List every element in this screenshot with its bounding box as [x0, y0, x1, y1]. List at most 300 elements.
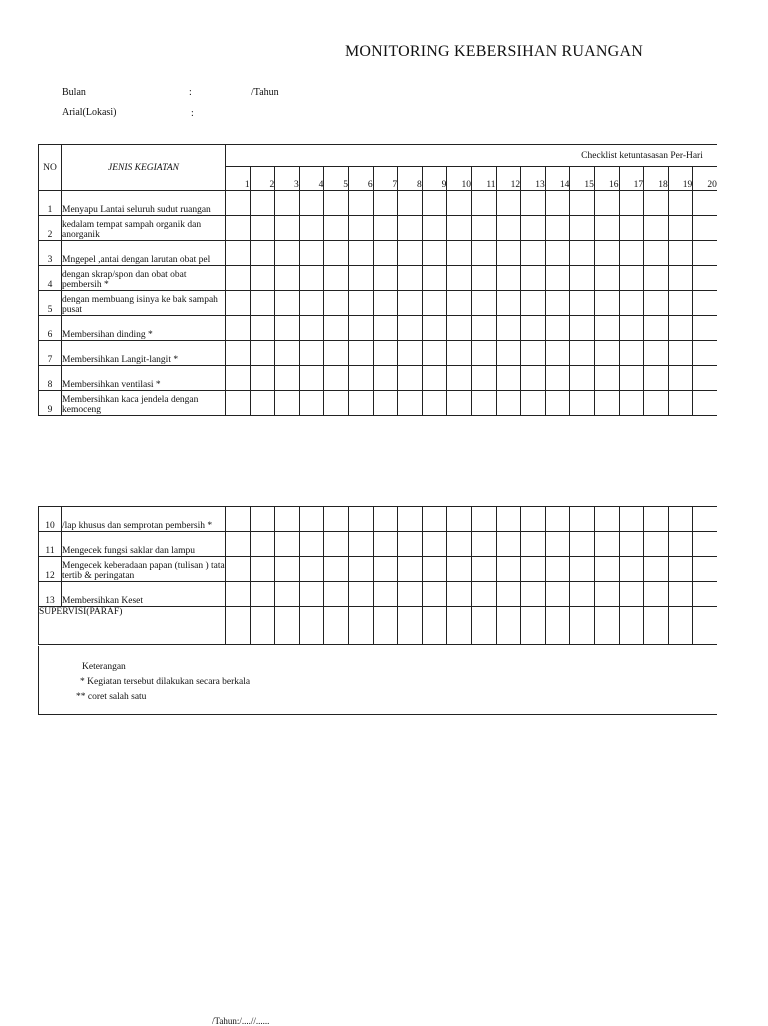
checkbox-day-19[interactable] [668, 316, 693, 341]
signature-day-19[interactable] [668, 607, 693, 645]
checkbox-day-9[interactable] [422, 532, 447, 557]
checkbox-day-17[interactable] [619, 507, 644, 532]
checkbox-day-12[interactable] [496, 191, 521, 216]
checkbox-day-12[interactable] [496, 582, 521, 607]
checkbox-day-3[interactable] [275, 216, 300, 241]
checkbox-day-2[interactable] [250, 507, 275, 532]
checkbox-day-20[interactable] [693, 582, 717, 607]
checkbox-day-9[interactable] [422, 582, 447, 607]
checkbox-day-8[interactable] [398, 507, 423, 532]
checkbox-day-2[interactable] [250, 366, 275, 391]
checkbox-day-3[interactable] [275, 391, 300, 416]
signature-day-3[interactable] [275, 607, 300, 645]
checkbox-day-15[interactable] [570, 216, 595, 241]
checkbox-day-5[interactable] [324, 241, 349, 266]
checkbox-day-14[interactable] [545, 391, 570, 416]
checkbox-day-4[interactable] [299, 366, 324, 391]
day-header-19: 19 [668, 167, 693, 191]
checkbox-day-16[interactable] [594, 241, 619, 266]
checkbox-day-7[interactable] [373, 266, 398, 291]
checkbox-day-3[interactable] [275, 241, 300, 266]
checkbox-day-10[interactable] [447, 316, 472, 341]
checkbox-day-8[interactable] [398, 191, 423, 216]
checkbox-day-16[interactable] [594, 366, 619, 391]
checkbox-day-4[interactable] [299, 266, 324, 291]
checkbox-day-15[interactable] [570, 391, 595, 416]
checkbox-day-15[interactable] [570, 241, 595, 266]
checkbox-day-10[interactable] [447, 191, 472, 216]
checkbox-day-16[interactable] [594, 507, 619, 532]
checkbox-day-10[interactable] [447, 391, 472, 416]
checkbox-day-2[interactable] [250, 241, 275, 266]
checkbox-day-14[interactable] [545, 216, 570, 241]
checkbox-day-16[interactable] [594, 266, 619, 291]
signature-day-16[interactable] [594, 607, 619, 645]
checkbox-day-12[interactable] [496, 391, 521, 416]
checkbox-day-10[interactable] [447, 291, 472, 316]
checkbox-day-5[interactable] [324, 532, 349, 557]
checkbox-day-8[interactable] [398, 241, 423, 266]
table-row [39, 216, 717, 241]
checkbox-day-19[interactable] [668, 266, 693, 291]
checkbox-day-5[interactable] [324, 341, 349, 366]
checkbox-day-19[interactable] [668, 216, 693, 241]
checkbox-day-12[interactable] [496, 557, 521, 582]
checkbox-day-8[interactable] [398, 266, 423, 291]
signature-day-8[interactable] [398, 607, 423, 645]
checkbox-day-12[interactable] [496, 266, 521, 291]
checkbox-day-15[interactable] [570, 366, 595, 391]
checkbox-day-19[interactable] [668, 291, 693, 316]
checkbox-day-1[interactable] [226, 266, 251, 291]
checkbox-day-14[interactable] [545, 316, 570, 341]
checkbox-day-4[interactable] [299, 216, 324, 241]
checkbox-day-9[interactable] [422, 507, 447, 532]
checkbox-day-14[interactable] [545, 291, 570, 316]
checkbox-day-11[interactable] [471, 391, 496, 416]
checkbox-day-19[interactable] [668, 241, 693, 266]
checkbox-day-4[interactable] [299, 507, 324, 532]
checkbox-day-13[interactable] [521, 216, 546, 241]
checkbox-day-14[interactable] [545, 266, 570, 291]
checkbox-day-6[interactable] [348, 557, 373, 582]
table-row [39, 507, 717, 532]
checkbox-day-5[interactable] [324, 266, 349, 291]
checkbox-day-3[interactable] [275, 582, 300, 607]
signature-day-9[interactable] [422, 607, 447, 645]
row-activity: /lap khusus dan semprotan pembersih * [62, 507, 226, 532]
checkbox-day-17[interactable] [619, 291, 644, 316]
checkbox-day-20[interactable] [693, 291, 717, 316]
checkbox-day-19[interactable] [668, 557, 693, 582]
signature-day-1[interactable] [226, 607, 251, 645]
checkbox-day-7[interactable] [373, 391, 398, 416]
table-row [39, 557, 717, 582]
checkbox-day-4[interactable] [299, 391, 324, 416]
checkbox-day-7[interactable] [373, 216, 398, 241]
checkbox-day-14[interactable] [545, 557, 570, 582]
row-activity: Membersihkan Langit-langit * [62, 341, 226, 366]
checkbox-day-7[interactable] [373, 582, 398, 607]
checkbox-day-11[interactable] [471, 216, 496, 241]
checkbox-day-5[interactable] [324, 366, 349, 391]
checkbox-day-17[interactable] [619, 241, 644, 266]
checkbox-day-13[interactable] [521, 191, 546, 216]
checkbox-day-19[interactable] [668, 507, 693, 532]
checkbox-day-4[interactable] [299, 557, 324, 582]
checkbox-day-9[interactable] [422, 341, 447, 366]
row-number: 2 [39, 216, 62, 241]
checkbox-day-5[interactable] [324, 557, 349, 582]
checkbox-day-7[interactable] [373, 241, 398, 266]
checkbox-day-18[interactable] [644, 391, 669, 416]
checkbox-day-13[interactable] [521, 557, 546, 582]
checkbox-day-4[interactable] [299, 241, 324, 266]
checkbox-day-13[interactable] [521, 532, 546, 557]
bulan-separator: : [189, 87, 192, 98]
checkbox-day-6[interactable] [348, 341, 373, 366]
checkbox-day-1[interactable] [226, 391, 251, 416]
checkbox-day-7[interactable] [373, 341, 398, 366]
checkbox-day-20[interactable] [693, 532, 717, 557]
checkbox-day-20[interactable] [693, 391, 717, 416]
checkbox-day-2[interactable] [250, 216, 275, 241]
checkbox-day-3[interactable] [275, 507, 300, 532]
checkbox-day-8[interactable] [398, 316, 423, 341]
checkbox-day-12[interactable] [496, 316, 521, 341]
checkbox-day-4[interactable] [299, 191, 324, 216]
checkbox-day-18[interactable] [644, 532, 669, 557]
checkbox-day-8[interactable] [398, 532, 423, 557]
checkbox-day-1[interactable] [226, 366, 251, 391]
checkbox-day-2[interactable] [250, 557, 275, 582]
checkbox-day-15[interactable] [570, 316, 595, 341]
checkbox-day-4[interactable] [299, 291, 324, 316]
checkbox-day-20[interactable] [693, 507, 717, 532]
checkbox-day-9[interactable] [422, 191, 447, 216]
row-activity: Membersihkan ventilasi * [62, 366, 226, 391]
checkbox-day-14[interactable] [545, 191, 570, 216]
checkbox-day-12[interactable] [496, 216, 521, 241]
checkbox-day-20[interactable] [693, 191, 717, 216]
checkbox-day-17[interactable] [619, 316, 644, 341]
checkbox-day-14[interactable] [545, 366, 570, 391]
checkbox-day-13[interactable] [521, 266, 546, 291]
checkbox-day-18[interactable] [644, 266, 669, 291]
checkbox-day-9[interactable] [422, 266, 447, 291]
checkbox-day-19[interactable] [668, 582, 693, 607]
checkbox-day-9[interactable] [422, 216, 447, 241]
row-number: 6 [39, 316, 62, 341]
checkbox-day-7[interactable] [373, 316, 398, 341]
checkbox-day-18[interactable] [644, 507, 669, 532]
checkbox-day-19[interactable] [668, 191, 693, 216]
checkbox-day-10[interactable] [447, 241, 472, 266]
checkbox-day-10[interactable] [447, 341, 472, 366]
checkbox-day-20[interactable] [693, 557, 717, 582]
checkbox-day-4[interactable] [299, 532, 324, 557]
checkbox-day-3[interactable] [275, 532, 300, 557]
checkbox-day-12[interactable] [496, 507, 521, 532]
checkbox-day-18[interactable] [644, 582, 669, 607]
checkbox-day-12[interactable] [496, 366, 521, 391]
checkbox-day-3[interactable] [275, 557, 300, 582]
checkbox-day-9[interactable] [422, 241, 447, 266]
checkbox-day-2[interactable] [250, 191, 275, 216]
checkbox-day-13[interactable] [521, 507, 546, 532]
checkbox-day-2[interactable] [250, 582, 275, 607]
checkbox-day-6[interactable] [348, 291, 373, 316]
checkbox-day-14[interactable] [545, 532, 570, 557]
checkbox-day-18[interactable] [644, 291, 669, 316]
checkbox-day-11[interactable] [471, 191, 496, 216]
row-activity: Membersihkan kaca jendela dengan kemoceng [62, 391, 226, 416]
checkbox-day-3[interactable] [275, 266, 300, 291]
checkbox-day-7[interactable] [373, 191, 398, 216]
signature-day-2[interactable] [250, 607, 275, 645]
checkbox-day-11[interactable] [471, 341, 496, 366]
checkbox-day-20[interactable] [693, 216, 717, 241]
checkbox-day-1[interactable] [226, 532, 251, 557]
checkbox-day-18[interactable] [644, 191, 669, 216]
day-header-2: 2 [250, 167, 275, 191]
checkbox-day-17[interactable] [619, 341, 644, 366]
checkbox-day-17[interactable] [619, 582, 644, 607]
checkbox-day-6[interactable] [348, 266, 373, 291]
checkbox-day-15[interactable] [570, 291, 595, 316]
checkbox-day-18[interactable] [644, 216, 669, 241]
checkbox-day-16[interactable] [594, 291, 619, 316]
checkbox-day-13[interactable] [521, 341, 546, 366]
checkbox-day-17[interactable] [619, 557, 644, 582]
checkbox-day-12[interactable] [496, 241, 521, 266]
checkbox-day-19[interactable] [668, 532, 693, 557]
checkbox-day-5[interactable] [324, 582, 349, 607]
checkbox-day-8[interactable] [398, 582, 423, 607]
signature-day-15[interactable] [570, 607, 595, 645]
checkbox-day-7[interactable] [373, 532, 398, 557]
checkbox-day-2[interactable] [250, 316, 275, 341]
checkbox-day-15[interactable] [570, 266, 595, 291]
checkbox-day-10[interactable] [447, 266, 472, 291]
checkbox-day-6[interactable] [348, 316, 373, 341]
checkbox-day-14[interactable] [545, 341, 570, 366]
signature-day-12[interactable] [496, 607, 521, 645]
checkbox-day-15[interactable] [570, 507, 595, 532]
checkbox-day-8[interactable] [398, 557, 423, 582]
checkbox-day-9[interactable] [422, 366, 447, 391]
checkbox-day-17[interactable] [619, 391, 644, 416]
checkbox-day-3[interactable] [275, 341, 300, 366]
checkbox-day-6[interactable] [348, 366, 373, 391]
checkbox-day-7[interactable] [373, 507, 398, 532]
checkbox-day-14[interactable] [545, 582, 570, 607]
checkbox-day-11[interactable] [471, 266, 496, 291]
checkbox-day-5[interactable] [324, 216, 349, 241]
signature-day-6[interactable] [348, 607, 373, 645]
checkbox-day-20[interactable] [693, 366, 717, 391]
checkbox-day-11[interactable] [471, 366, 496, 391]
day-header-18: 18 [644, 167, 669, 191]
checkbox-day-11[interactable] [471, 557, 496, 582]
signature-day-17[interactable] [619, 607, 644, 645]
signature-day-4[interactable] [299, 607, 324, 645]
checkbox-day-8[interactable] [398, 366, 423, 391]
checkbox-day-12[interactable] [496, 341, 521, 366]
checkbox-day-2[interactable] [250, 266, 275, 291]
checkbox-day-17[interactable] [619, 366, 644, 391]
checkbox-day-8[interactable] [398, 216, 423, 241]
checkbox-day-11[interactable] [471, 291, 496, 316]
checkbox-day-9[interactable] [422, 557, 447, 582]
table-row [39, 241, 717, 266]
checkbox-day-16[interactable] [594, 216, 619, 241]
checkbox-day-11[interactable] [471, 316, 496, 341]
checkbox-day-6[interactable] [348, 241, 373, 266]
checkbox-day-17[interactable] [619, 532, 644, 557]
checkbox-day-1[interactable] [226, 507, 251, 532]
checkbox-day-12[interactable] [496, 532, 521, 557]
checkbox-day-11[interactable] [471, 532, 496, 557]
checkbox-day-8[interactable] [398, 291, 423, 316]
checkbox-day-19[interactable] [668, 366, 693, 391]
checkbox-day-3[interactable] [275, 316, 300, 341]
checkbox-day-8[interactable] [398, 341, 423, 366]
checkbox-day-15[interactable] [570, 557, 595, 582]
checkbox-day-11[interactable] [471, 507, 496, 532]
checkbox-day-10[interactable] [447, 532, 472, 557]
signature-day-18[interactable] [644, 607, 669, 645]
checkbox-day-2[interactable] [250, 341, 275, 366]
row-number: 11 [39, 532, 62, 557]
checkbox-day-1[interactable] [226, 191, 251, 216]
signature-day-10[interactable] [447, 607, 472, 645]
signature-day-5[interactable] [324, 607, 349, 645]
checkbox-day-13[interactable] [521, 291, 546, 316]
checkbox-day-1[interactable] [226, 291, 251, 316]
checkbox-day-1[interactable] [226, 557, 251, 582]
checkbox-day-4[interactable] [299, 316, 324, 341]
checkbox-day-17[interactable] [619, 191, 644, 216]
checkbox-day-15[interactable] [570, 191, 595, 216]
checkbox-day-1[interactable] [226, 316, 251, 341]
checkbox-day-4[interactable] [299, 341, 324, 366]
checkbox-day-9[interactable] [422, 391, 447, 416]
checkbox-day-5[interactable] [324, 191, 349, 216]
checkbox-day-16[interactable] [594, 341, 619, 366]
checkbox-day-11[interactable] [471, 582, 496, 607]
checkbox-day-10[interactable] [447, 366, 472, 391]
checkbox-day-13[interactable] [521, 582, 546, 607]
checkbox-day-18[interactable] [644, 316, 669, 341]
checkbox-day-6[interactable] [348, 216, 373, 241]
checkbox-day-5[interactable] [324, 507, 349, 532]
checkbox-day-6[interactable] [348, 532, 373, 557]
checkbox-day-15[interactable] [570, 532, 595, 557]
checkbox-day-15[interactable] [570, 582, 595, 607]
checkbox-day-3[interactable] [275, 291, 300, 316]
checkbox-day-1[interactable] [226, 241, 251, 266]
checkbox-day-14[interactable] [545, 507, 570, 532]
checkbox-day-16[interactable] [594, 191, 619, 216]
notes-line-1: * Kegiatan tersebut dilakukan secara berkala [80, 677, 251, 687]
checkbox-day-18[interactable] [644, 241, 669, 266]
signature-day-14[interactable] [545, 607, 570, 645]
checkbox-day-16[interactable] [594, 316, 619, 341]
signature-day-13[interactable] [521, 607, 546, 645]
checkbox-day-13[interactable] [521, 241, 546, 266]
checkbox-day-20[interactable] [693, 341, 717, 366]
checkbox-day-16[interactable] [594, 557, 619, 582]
checkbox-day-16[interactable] [594, 582, 619, 607]
checkbox-day-17[interactable] [619, 266, 644, 291]
checkbox-day-6[interactable] [348, 507, 373, 532]
checkbox-day-3[interactable] [275, 366, 300, 391]
checkbox-day-8[interactable] [398, 391, 423, 416]
checkbox-day-11[interactable] [471, 241, 496, 266]
checkbox-day-6[interactable] [348, 391, 373, 416]
checkbox-day-18[interactable] [644, 557, 669, 582]
checkbox-day-7[interactable] [373, 366, 398, 391]
checkbox-day-7[interactable] [373, 291, 398, 316]
checkbox-day-20[interactable] [693, 266, 717, 291]
checkbox-day-10[interactable] [447, 557, 472, 582]
checkbox-day-9[interactable] [422, 291, 447, 316]
checkbox-day-13[interactable] [521, 316, 546, 341]
checkbox-day-15[interactable] [570, 341, 595, 366]
checkbox-day-6[interactable] [348, 582, 373, 607]
checkbox-day-10[interactable] [447, 507, 472, 532]
day-header-7: 7 [373, 167, 398, 191]
checkbox-day-3[interactable] [275, 191, 300, 216]
checkbox-day-13[interactable] [521, 366, 546, 391]
checkbox-day-1[interactable] [226, 216, 251, 241]
checkbox-day-19[interactable] [668, 391, 693, 416]
checkbox-day-16[interactable] [594, 391, 619, 416]
checkbox-day-13[interactable] [521, 391, 546, 416]
checkbox-day-17[interactable] [619, 216, 644, 241]
checkbox-day-6[interactable] [348, 191, 373, 216]
signature-day-20[interactable] [693, 607, 717, 645]
checkbox-day-18[interactable] [644, 366, 669, 391]
checkbox-day-1[interactable] [226, 582, 251, 607]
checkbox-day-2[interactable] [250, 532, 275, 557]
day-header-11: 11 [471, 167, 496, 191]
checkbox-day-10[interactable] [447, 216, 472, 241]
checkbox-day-1[interactable] [226, 341, 251, 366]
checkbox-day-4[interactable] [299, 582, 324, 607]
column-header-no: NO [39, 145, 62, 191]
signature-day-7[interactable] [373, 607, 398, 645]
checkbox-day-12[interactable] [496, 291, 521, 316]
signature-day-11[interactable] [471, 607, 496, 645]
checkbox-day-7[interactable] [373, 557, 398, 582]
checkbox-day-16[interactable] [594, 532, 619, 557]
checkbox-day-18[interactable] [644, 341, 669, 366]
checkbox-day-19[interactable] [668, 341, 693, 366]
lokasi-label: Arial(Lokasi) [62, 107, 117, 118]
checkbox-day-20[interactable] [693, 316, 717, 341]
checkbox-day-2[interactable] [250, 391, 275, 416]
checkbox-day-10[interactable] [447, 582, 472, 607]
checkbox-day-9[interactable] [422, 316, 447, 341]
checkbox-day-5[interactable] [324, 316, 349, 341]
checkbox-day-20[interactable] [693, 241, 717, 266]
checkbox-day-5[interactable] [324, 291, 349, 316]
checkbox-day-14[interactable] [545, 241, 570, 266]
checkbox-day-5[interactable] [324, 391, 349, 416]
checkbox-day-2[interactable] [250, 291, 275, 316]
